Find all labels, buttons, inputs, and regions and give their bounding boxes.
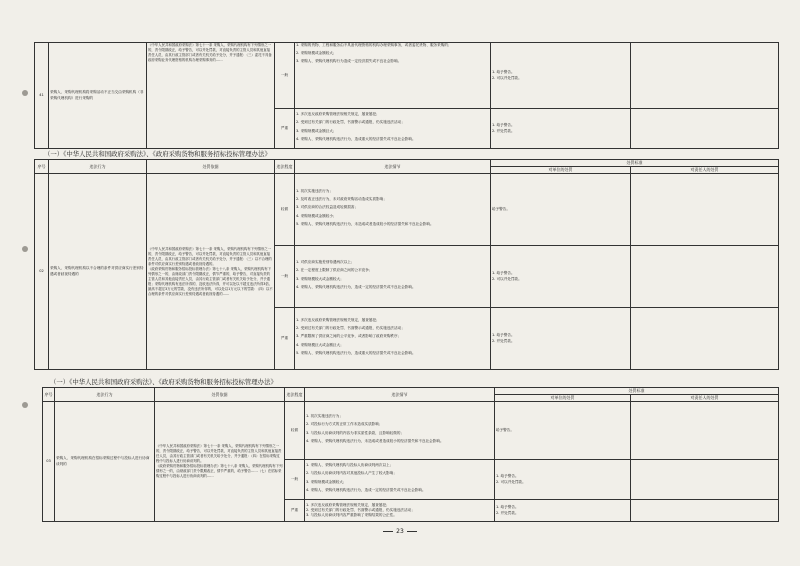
legal-basis-cell: 《中华人民共和国政府采购法》第七十一条 采购人、采购代理机构有下列情形之一的，责令限期改正，给予警告，可以并处罚款，对直接负责的主管人员和其他直接责任人员，由其行政主管部门或者有关机关给予处分，并予通报：（四）在招标采购过程中与投标人进行协商谈判的。 《政府采购货物和服务招标投标管理办法》第七十八条 采购人、采购代理机构有下列情形之一的，由财政部门责令限期改正，情节严重的，给予警告……（七）在招标采购过程中与投标人进行协商谈判的…… <box>155 402 285 522</box>
punishment-cell: 给予警告。 <box>495 402 631 460</box>
circumstances-cell <box>305 500 495 522</box>
circumstance-item: 2. 与投标人协商谈判内容对其他投标人产生了较大影响； <box>306 471 397 476</box>
circumstance-item: 4. 采购人、采购代理机构违法行为，造成一定的经济损失或不良社会影响。 <box>296 284 416 289</box>
offense-cell: 采购人、采购代理机构将采购活动不正当交由采购机构（非采购代理机构）进行采购的 <box>49 43 147 149</box>
circumstances-cell <box>295 43 491 109</box>
responsible-cell <box>631 500 779 522</box>
punishment-cell: 给予警告。 <box>491 174 631 246</box>
circumstance-item: 3. 采购人、采购代理机构行为造成一定经济损失或不良社会影响。 <box>296 59 402 64</box>
row-number: 41 <box>35 43 49 149</box>
row-number: 03 <box>43 402 55 522</box>
responsible-cell <box>631 246 779 308</box>
degree-cell: 一般 <box>275 43 295 109</box>
circumstance-item: 2. 对投标行为方式的正常工作未造成实质影响； <box>306 422 383 427</box>
circumstance-item: 2. 在一定程度上限制了供应商之间的公平竞争； <box>296 268 373 273</box>
header-responsible-punish: 对责任人的处罚 <box>631 167 779 174</box>
circumstance-item: 5. 采购人、采购代理机构违法行为，造成重大的经济损失或不良社会影响。 <box>296 350 416 355</box>
degree-cell: 严重 <box>275 308 295 370</box>
circumstances-cell <box>295 246 491 308</box>
legal-basis-cell: 《中华人民共和国政府采购法》第七十一条 采购人、采购代理机构有下列情形之一的，责令限期改正，给予警告，可以并处罚款，对直接负责的主管人员和其他直接责任人员，由其行政主管部门或者有关机关给予处分，并予通报：（三）委托不具备政府采购业务代理资格的机构办理采购事务的…… <box>147 43 275 149</box>
circumstance-item: 4. 采购人、采购代理机构违法行为，未造成或者造成较小的经济损失和不良社会影响。 <box>306 438 444 443</box>
header-standard: 处罚标准 <box>495 388 779 395</box>
circumstances-cell <box>305 402 495 460</box>
circumstance-item: 3. 采购规模较大或金额较大； <box>296 276 344 281</box>
circumstance-item: 1. 初次实施违法行为； <box>296 188 333 193</box>
circumstance-item: 2. 及时改正违法行为，未对政府采购活动造成实质影响； <box>296 197 387 202</box>
circumstance-item: 2. 受到过有关部门的行政处罚、书面警示或通报，仍实施违法活动； <box>296 326 405 331</box>
punishment-cell: 1. 给予警告。 2. 可以并处罚款。 <box>495 460 631 500</box>
degree-cell: 严重 <box>275 109 295 149</box>
circumstance-item: 3. 采购规模或金额较大； <box>306 479 347 484</box>
header-responsible-punish: 对责任人的处罚 <box>631 395 779 402</box>
binding-hole <box>22 90 28 96</box>
circumstance-item: 1. 多次违反政府采购管理法规相关规定，屡查屡犯； <box>296 112 380 117</box>
circumstance-item: 2. 受到过有关部门的行政处罚，书面警示或通报，仍实施违法活动； <box>296 120 405 125</box>
punishment-cell: 1. 给予警告。 2. 并处罚款。 <box>495 500 631 522</box>
circumstance-item: 2. 采购规模或金额较大； <box>296 51 337 56</box>
circumstance-item: 1. 采购的货物、工程和服务由不具备代理资格的机构办理采购事务，或者委托货物、服务采购的； <box>296 43 452 47</box>
row-number: 02 <box>35 174 49 370</box>
offense-cell: 采购人、采购代理机构以不合理的条件对供应商实行差别待遇或者歧视待遇的 <box>49 174 147 370</box>
degree-cell: 严重 <box>285 500 305 522</box>
responsible-cell <box>631 43 779 109</box>
circumstance-item: 1. 多次违反政府采购管理法规相关规定，屡查屡犯； <box>296 317 380 322</box>
degree-cell: 轻微 <box>285 402 305 460</box>
punishment-cell: 1. 给予警告。 2. 并处罚款。 <box>491 109 631 149</box>
responsible-cell <box>631 174 779 246</box>
circumstances-cell <box>295 174 491 246</box>
header-purchaser-punish: 对单位的处罚 <box>495 395 631 402</box>
circumstance-item: 1. 初次实施违法行为； <box>306 414 343 419</box>
header-circumstances: 违法情节 <box>305 388 495 402</box>
circumstance-item: 5. 采购人、采购代理机构违法行为，未造成或者造成较小的经济损失和不良社会影响。 <box>296 221 434 226</box>
header-standard: 处罚标准 <box>491 160 779 167</box>
binding-holes <box>22 90 28 558</box>
circumstance-item: 2. 受到过有关部门的行政处罚、书面警示或通报，仍实施违法活动； <box>306 507 415 512</box>
punishment-cell: 1. 给予警告。 2. 可以并处罚款。 <box>491 246 631 308</box>
header-legal-basis: 处罚依据 <box>147 160 275 174</box>
punishment-cell: 1. 给予警告。 2. 并处罚款。 <box>491 308 631 370</box>
header-offense: 违法行为 <box>55 388 155 402</box>
circumstance-item: 3. 与投标人协商谈判内容严重影响了采购结果的公正性。 <box>306 513 397 518</box>
header-offense: 违法行为 <box>49 160 147 174</box>
section-heading: （一）《中华人民共和国政府采购法》、《政府采购货物和服务招标投标管理办法》 <box>44 150 271 158</box>
punishment-cell: 1. 给予警告。 2. 可以并处罚款。 <box>491 43 631 109</box>
degree-cell: 一般 <box>285 460 305 500</box>
circumstances-cell <box>295 109 491 149</box>
header-purchaser-punish: 对单位的处罚 <box>491 167 631 174</box>
section-table <box>42 387 779 522</box>
offense-cell: 采购人、采购代理机构在招标采购过程中与投标人进行协商谈判的 <box>55 402 155 522</box>
top-block-table <box>34 42 779 149</box>
page-number: 23 <box>370 528 430 535</box>
section-table <box>34 159 779 370</box>
binding-hole <box>22 246 28 252</box>
circumstance-item: 1. 多次违反政府采购管理法规相关规定，屡查屡犯； <box>306 502 390 507</box>
circumstance-item: 4. 采购规模巨大或金额巨大； <box>296 342 344 347</box>
responsible-cell <box>631 308 779 370</box>
degree-cell: 轻微 <box>275 174 295 246</box>
responsible-cell <box>631 460 779 500</box>
circumstance-item: 1. 采购人、采购代理机构与投标人协商谈判两次以上； <box>306 463 394 468</box>
legal-basis-cell: 《中华人民共和国政府采购法》第七十一条 采购人、采购代理机构有下列情形之一的，责令限期改正，给予警告，可以并处罚款，对直接负责的主管人员和其他直接责任人员，由其行政主管部门或者有关机关给予处分，并予通报：（三）以不合理的条件对供应商实行差别待遇或者歧视待遇的。 《政府采购货物和服务招标投标管理办法》第七十八条 采购人、采购代理机构有下列情形之一的，由财政部门责令限期改正，情节严重的，给予警告，对直接负责的主管人员和其他直接责任人员，由其行政主管部门或者有关机关给予处分，并予通报；采购代理机构有违法所得的，没收违法所得，并可以处以不超过违法所得3倍、最高不超过3万元的罚款，没有违法所得的，可以处以1万元以下的罚款：（四）以不合理的条件对供应商实行差别待遇或者歧视待遇的…… <box>147 174 275 370</box>
circumstance-item: 3. 对供应商的合法权益造成轻微损害； <box>296 205 359 210</box>
circumstance-item: 4. 采购人、采购代理机构违法行为，造成一定的经济损失或不良社会影响。 <box>306 487 426 492</box>
circumstance-item: 4. 采购规模或金额较小； <box>296 213 337 218</box>
responsible-cell <box>631 402 779 460</box>
circumstance-item: 3. 与投标人协商谈判的内容为非实质性条款，且影响轻微的； <box>306 430 405 435</box>
section-heading: （一）《中华人民共和国政府采购法》、《政府采购货物和服务招标投标管理办法》 <box>50 378 277 386</box>
binding-hole <box>22 402 28 408</box>
circumstances-cell <box>305 460 495 500</box>
degree-cell: 一般 <box>275 246 295 308</box>
circumstance-item: 4. 采购人、采购代理机构违法行为，造成重大的经济损失或不良社会影响。 <box>296 136 416 141</box>
header-no: 序号 <box>43 388 55 402</box>
header-degree: 违法程度 <box>275 160 295 174</box>
circumstance-item: 1. 对供应商实施差别待遇两次以上； <box>296 260 355 265</box>
circumstance-item: 3. 采购规模或金额巨大； <box>296 128 337 133</box>
responsible-cell <box>631 109 779 149</box>
header-legal-basis: 处罚依据 <box>155 388 285 402</box>
header-circumstances: 违法情节 <box>295 160 491 174</box>
header-no: 序号 <box>35 160 49 174</box>
circumstances-cell <box>295 308 491 370</box>
circumstance-item: 3. 严重限制了供应商之间的公平竞争，或者影响了政府采购秩序； <box>296 334 402 339</box>
header-degree: 违法程度 <box>285 388 305 402</box>
